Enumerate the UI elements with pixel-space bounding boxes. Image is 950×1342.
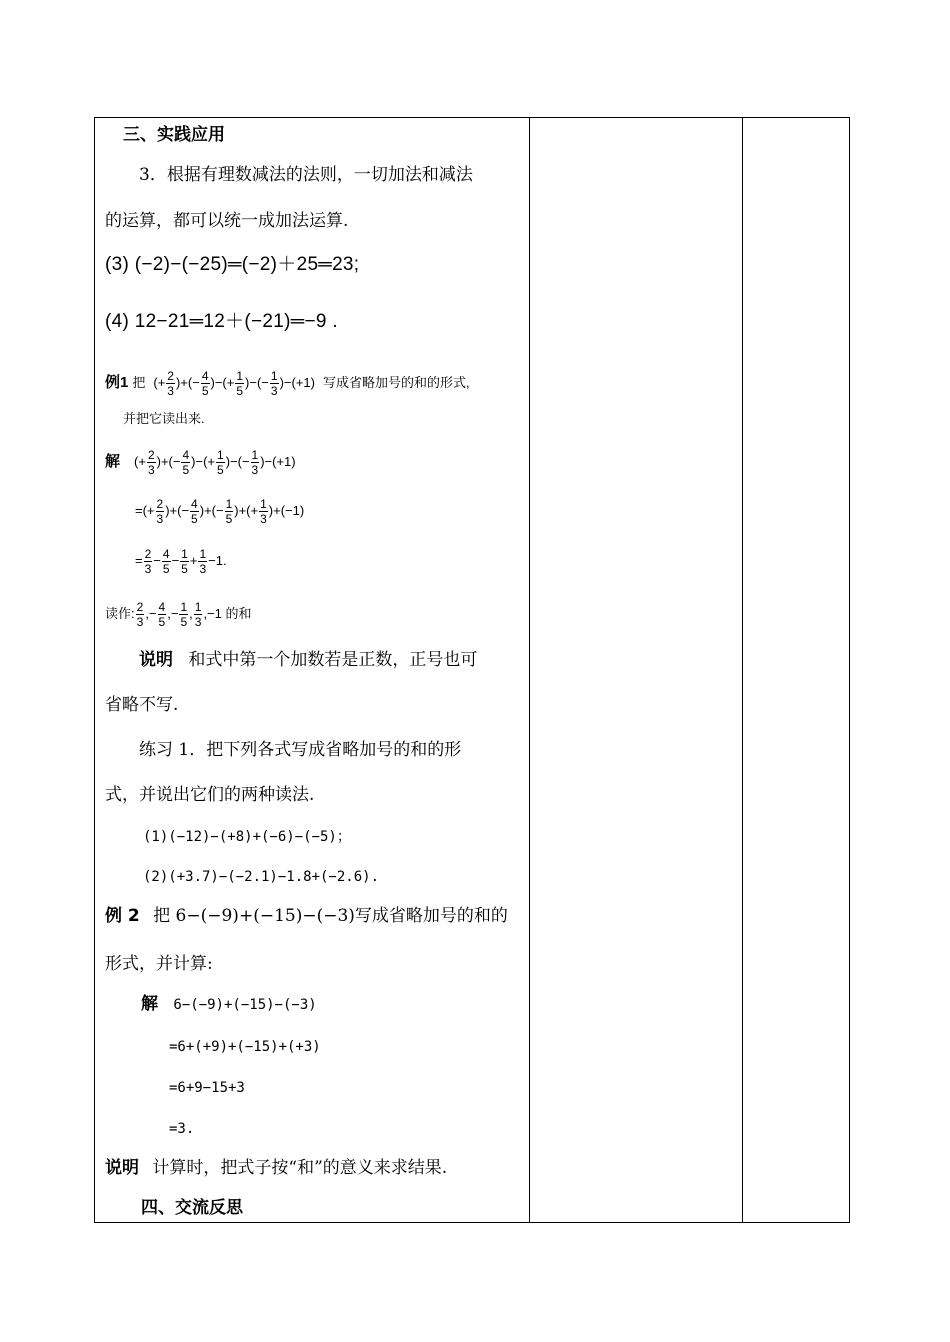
example-2-solution-step-2: =6+9−15+3 — [169, 1080, 245, 1096]
example-1-solution-step-1: 解 (+ $\frac{2}{3}$ )+(− $\frac{4}{5}$ )−(+ $\frac{1}{5}$ )−(− $\frac{1}{3}$ )−(+1) — [105, 447, 296, 477]
practice-1-line-2: 式，并说出它们的两种读法. — [105, 785, 315, 805]
content-cell — [95, 118, 529, 1222]
note-1-line-1: 说明 和式中第一个加数若是正数，正号也可 — [139, 650, 478, 670]
example-1-solution-step-3: = $\frac{2}{3}$ − $\frac{4}{5}$ − $\frac{1}{5}$ + $\frac{1}{3}$ −1. — [135, 546, 227, 576]
solution-label: 解 — [141, 994, 158, 1014]
example-1-statement: 例1 把 (+ $\frac{2}{3}$ )+(− $\frac{4}{5}$ )−(+ $\frac{1}{5}$ )−(− $\frac{1}{3}$ )−(+1) 写成省略加号的和的形式, — [105, 368, 470, 398]
fraction: $\frac{1}{5}$ — [236, 368, 244, 398]
note-2: 说明 计算时，把式子按“和”的意义来求结果. — [105, 1158, 448, 1178]
practice-1-item-2: (2)(+3.7)−(−2.1)−1.8+(−2.6). — [143, 869, 380, 885]
intro-line-2: 的运算，都可以统一成加法运算. — [105, 211, 349, 231]
example-2-solution-step-0: 解 6−(−9)+(−15)−(−3) — [141, 994, 317, 1014]
example-2-solution-step-1: =6+(+9)+(−15)+(+3) — [169, 1039, 321, 1055]
example-1-reading: 读作: $\frac{2}{3}$ ,− $\frac{4}{5}$ ,− $\frac{1}{5}$ , $\frac{1}{3}$ ,−1 的和 — [105, 599, 252, 629]
note-label: 说明 — [139, 650, 173, 670]
note-1-line-2: 省略不写. — [105, 695, 179, 715]
equation-3: (3) (−2)−(−25)═(−2)＋25═23; — [105, 254, 360, 275]
section-4-title: 四、交流反思 — [141, 1198, 243, 1218]
equation-4: (4) 12−21═12＋(−21)═−9 . — [105, 311, 338, 332]
example-2-solution-step-3: =3. — [169, 1121, 195, 1137]
example-1-solution-step-2: =(+ $\frac{2}{3}$ )+(− $\frac{4}{5}$ )+(− $\frac{1}{5}$ )+(+ $\frac{1}{3}$ )+(−1) — [135, 496, 305, 526]
fraction: $\frac{2}{3}$ — [167, 368, 174, 398]
example-2-line-1: 例 2 把 6−(−9)+(−15)−(−3)写成省略加号的和的 — [105, 906, 508, 926]
solution-label: 解 — [105, 453, 121, 470]
example-2-label: 例 2 — [105, 906, 140, 926]
intro-line-1: 3．根据有理数减法的法则，一切加法和减法 — [139, 165, 473, 185]
example-1-label: 例1 — [105, 374, 129, 391]
lesson-table — [94, 117, 850, 1223]
fraction: $\frac{1}{3}$ — [270, 368, 278, 398]
practice-1-line-1: 练习 1．把下列各式写成省略加号的和的形 — [139, 740, 462, 760]
fraction: $\frac{4}{5}$ — [201, 368, 209, 398]
example-1-line-2: 并把它读出来. — [123, 411, 205, 426]
note-label: 说明 — [105, 1158, 139, 1178]
column-divider-1 — [529, 118, 530, 1222]
practice-1-item-1: (1)(−12)−(+8)+(−6)−(−5)； — [143, 829, 351, 845]
column-divider-2 — [742, 118, 743, 1222]
example-2-line-2: 形式，并计算: — [105, 954, 213, 974]
section-3-title: 三、实践应用 — [123, 125, 225, 145]
